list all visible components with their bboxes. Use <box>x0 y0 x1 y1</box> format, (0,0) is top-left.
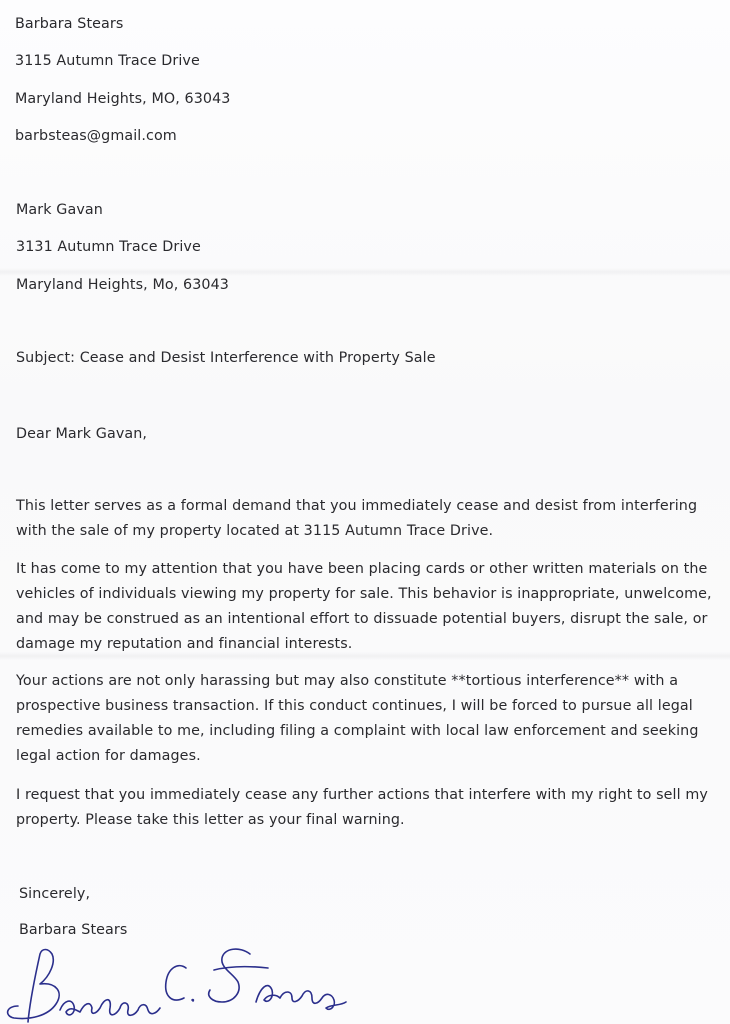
recipient-name: Mark Gavan <box>16 202 103 218</box>
sender-name: Barbara Stears <box>15 16 124 32</box>
closing: Sincerely, <box>19 886 91 902</box>
subject-line: Subject: Cease and Desist Interference with Property Sale <box>16 350 436 366</box>
sender-email: barbsteas@gmail.com <box>15 128 177 144</box>
body-paragraph: It has come to my attention that you have been placing cards or other written materials on the vehicles of individuals viewing my property for sale. This behavior is inappropriate, unwelcome, and may be construed as an intentional effort to dissuade potential buyers, disrupt the sale, or damage my reputation and financial interests. <box>16 561 712 652</box>
body-paragraph: I request that you immediately cease any further actions that interfere with my right to sell my property. Please take this letter as your final warning. <box>16 787 708 828</box>
salutation: Dear Mark Gavan, <box>16 426 148 442</box>
body-paragraph: Your actions are not only harassing but may also constitute **tortious interference** with a prospective business transaction. If this conduct continues, I will be forced to pursue all legal remedies available to me, including filing a complaint with local law enforcement and seeking legal action for damages. <box>16 673 699 764</box>
sender-city: Maryland Heights, MO, 63043 <box>15 91 231 107</box>
body-paragraph: This letter serves as a formal demand that you immediately cease and desist from interfering with the sale of my property located at 3115 Autumn Trace Drive. <box>16 498 698 539</box>
recipient-city: Maryland Heights, Mo, 63043 <box>16 277 229 293</box>
sender-street: 3115 Autumn Trace Drive <box>15 53 200 69</box>
signer-name: Barbara Stears <box>19 922 128 938</box>
handwritten-signature <box>0 940 360 1024</box>
paper-fold <box>0 268 730 276</box>
recipient-street: 3131 Autumn Trace Drive <box>16 239 201 255</box>
